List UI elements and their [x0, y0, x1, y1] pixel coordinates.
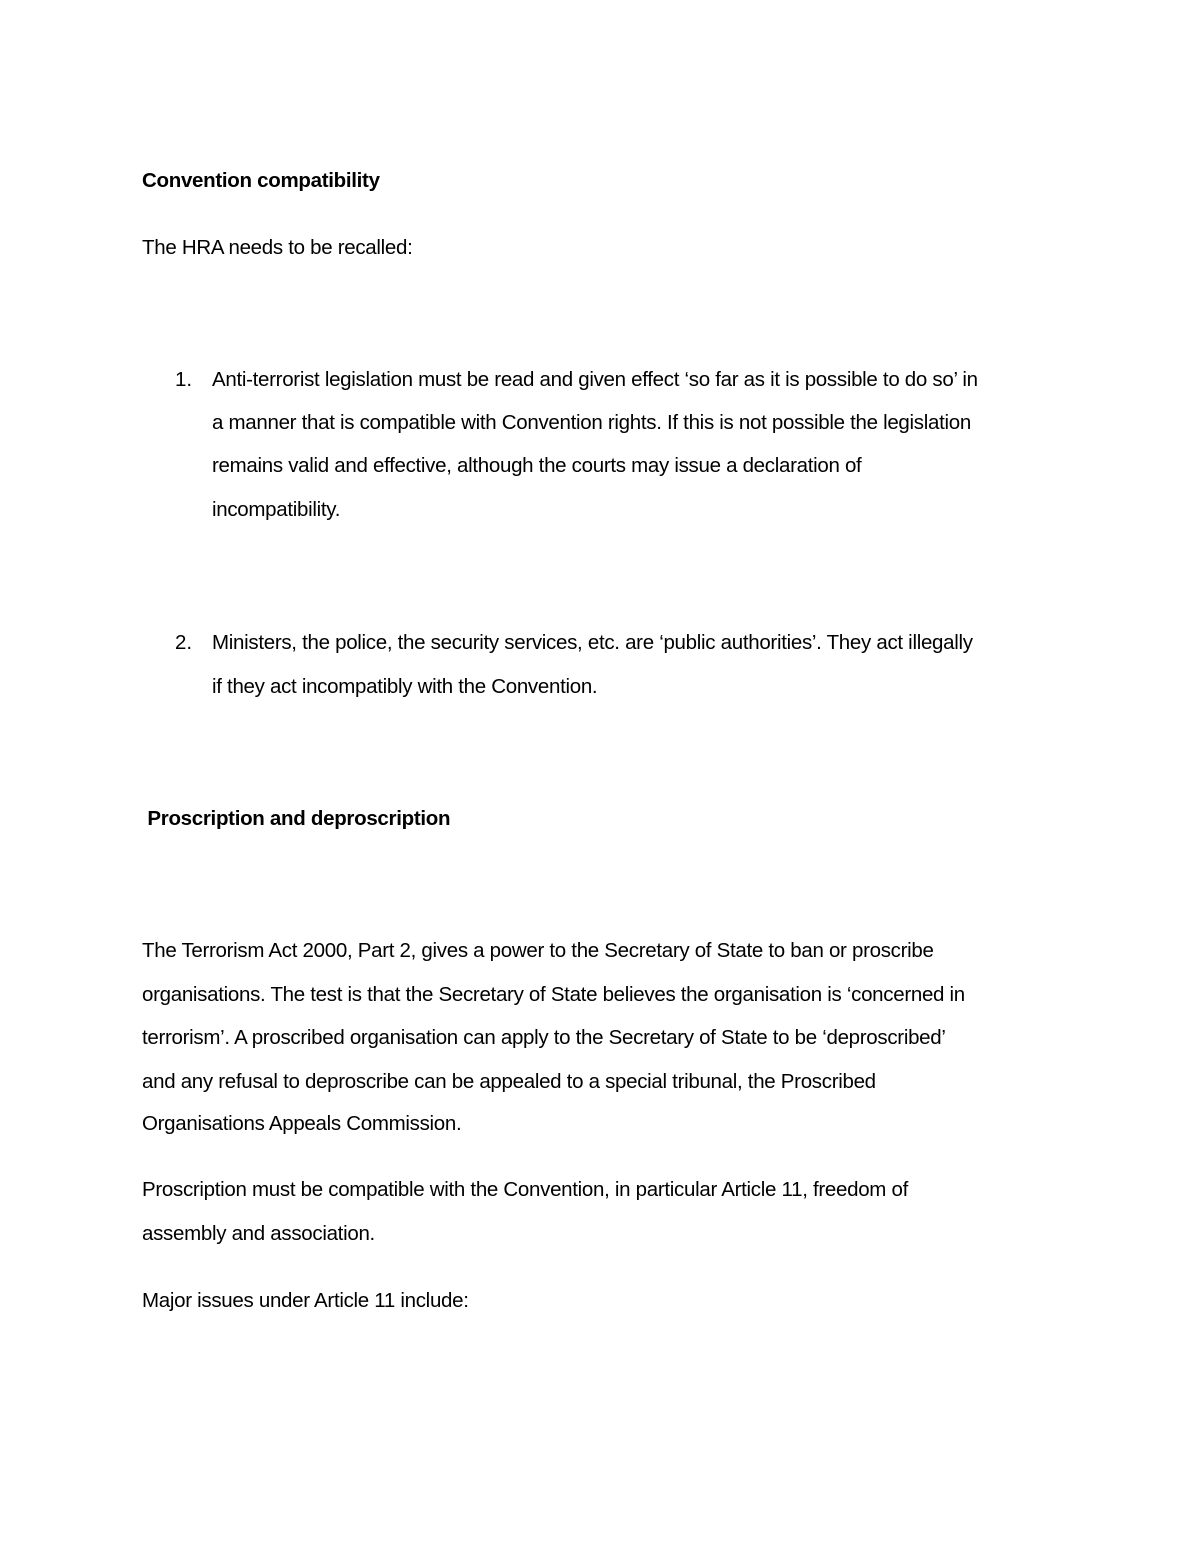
list-item-1-line: incompatibility.: [212, 498, 341, 521]
paragraph-line: assembly and association.: [142, 1222, 375, 1245]
paragraph-line: The Terrorism Act 2000, Part 2, gives a power to the Secretary of State to ban or proscribe: [142, 939, 934, 962]
paragraph-line: terrorism’. A proscribed organisation can apply to the Secretary of State to be ‘deproscribed’: [142, 1026, 946, 1049]
paragraph-line: Proscription must be compatible with the Convention, in particular Article 11, freedom of: [142, 1178, 908, 1201]
section-heading-convention-compatibility: Convention compatibility: [142, 169, 380, 192]
list-item-2-line: Ministers, the police, the security services, etc. are ‘public authorities’. They act illegally: [212, 631, 973, 654]
list-item-1-line: remains valid and effective, although the courts may issue a declaration of: [212, 454, 862, 477]
paragraph-line: and any refusal to deproscribe can be appealed to a special tribunal, the Proscribed: [142, 1070, 876, 1093]
intro-text: The HRA needs to be recalled:: [142, 236, 413, 259]
list-item-2-line: if they act incompatibly with the Convention.: [212, 675, 598, 698]
paragraph-line: Organisations Appeals Commission.: [142, 1112, 462, 1135]
list-item-number: 2.: [175, 631, 193, 654]
list-item-1-line: a manner that is compatible with Convention rights. If this is not possible the legislation: [212, 411, 971, 434]
list-item-1-line: Anti-terrorist legislation must be read and given effect ‘so far as it is possible to do so’ in: [212, 368, 978, 391]
list-item-number: 1.: [175, 368, 193, 391]
paragraph-line: Major issues under Article 11 include:: [142, 1289, 469, 1312]
paragraph-line: organisations. The test is that the Secretary of State believes the organisation is ‘concerned in: [142, 983, 965, 1006]
section-heading-proscription: Proscription and deproscription: [142, 807, 451, 830]
